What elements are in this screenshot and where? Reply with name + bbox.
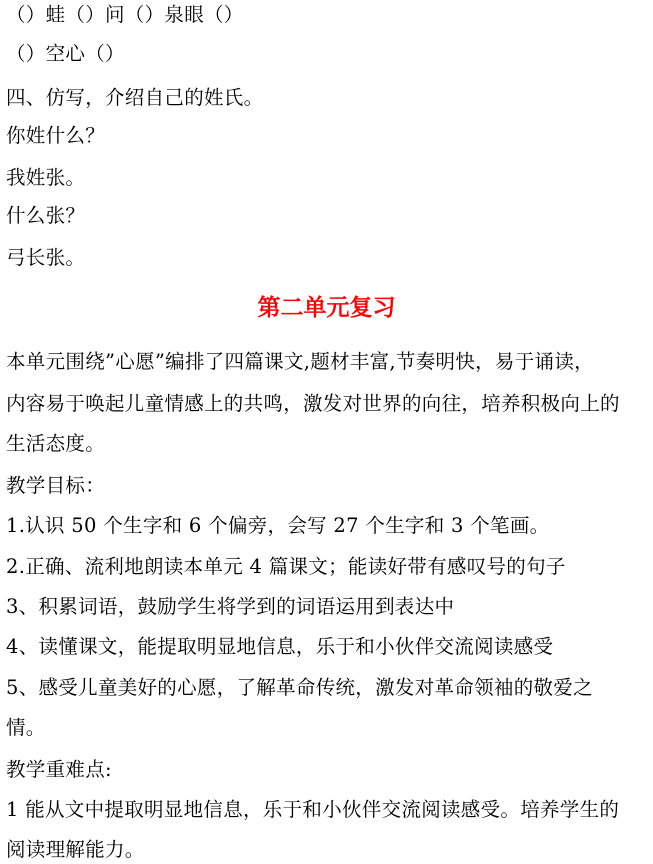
exercise-four-heading: 四、仿写，介绍自己的姓氏。	[6, 86, 264, 109]
fill-blank-line-1: （）蛙（）问（）泉眼（）	[6, 3, 244, 26]
goal-item-3: 3、积累词语，鼓励学生将学到的词语运用到表达中	[6, 595, 455, 618]
dialogue-line-3: 什么张？	[6, 204, 86, 227]
goal-item-4: 4、读懂课文，能提取明显地信息，乐于和小伙伴交流阅读感受	[6, 635, 554, 658]
goal-item-1: 1.认识 50 个生字和 6 个偏旁，会写 27 个生字和 3 个笔画。	[6, 514, 550, 537]
difficulty-item-1-continued: 阅读理解能力。	[6, 838, 145, 861]
intro-line-3: 生活态度。	[6, 432, 106, 455]
difficulty-label: 教学重难点:	[6, 758, 112, 781]
dialogue-line-2: 我姓张。	[6, 166, 86, 189]
goal-item-5-continued: 情。	[6, 716, 46, 739]
goal-item-2: 2.正确、流利地朗读本单元 4 篇课文；能读好带有感叹号的句子	[6, 555, 566, 578]
section-title: 第二单元复习	[257, 295, 396, 321]
dialogue-line-4: 弓长张。	[6, 246, 86, 269]
intro-line-1: 本单元围绕”心愿”编排了四篇课文,题材丰富,节奏明快，易于诵读，	[6, 350, 594, 373]
difficulty-item-1: 1 能从文中提取明显地信息，乐于和小伙伴交流阅读感受。培养学生的	[6, 798, 620, 821]
fill-blank-line-2: （）空心（）	[6, 42, 125, 65]
goal-item-5: 5、感受儿童美好的心愿，了解革命传统，激发对革命领袖的敬爱之	[6, 676, 593, 699]
intro-line-2: 内容易于唤起儿童情感上的共鸣，激发对世界的向往，培养积极向上的	[6, 392, 620, 415]
dialogue-line-1: 你姓什么？	[6, 124, 106, 147]
goals-label: 教学目标：	[6, 474, 106, 497]
